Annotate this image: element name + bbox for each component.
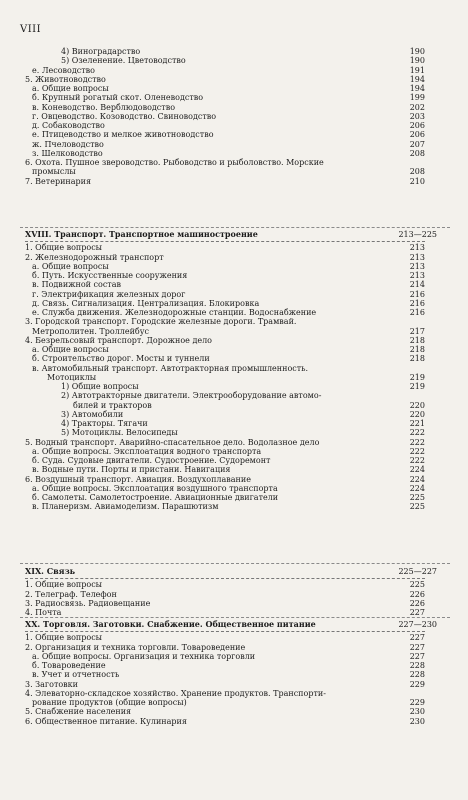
toc-entry (25, 643, 425, 652)
toc-entry-page: 191 (409, 65, 425, 75)
toc-entry (25, 475, 425, 484)
toc-entry-page: 227 (409, 651, 425, 661)
toc-entry (25, 317, 425, 326)
toc-entry-title: 2. Железнодорожный транспорт (25, 252, 164, 262)
toc-entry-title: 3) Автомобили (61, 409, 124, 419)
toc-entry (25, 158, 425, 167)
toc-entry-title: г. Электрификация железных дорог (32, 289, 186, 299)
toc-entry-page: 217 (409, 326, 425, 336)
toc-entry (25, 47, 425, 56)
toc-entry-title: а. Общие вопросы (32, 261, 109, 271)
toc-entry-title: 3. Городской транспорт. Городские железные дороги. Трамвай. (25, 317, 297, 327)
toc-entry-title: е. Птицеводство и мелкое животноводство (32, 130, 214, 140)
toc-entry-page: 227 (409, 633, 425, 643)
toc-entry-title: е. Лесоводство (32, 65, 95, 75)
toc-entry-page: 213 (409, 271, 425, 280)
toc-entry (25, 271, 425, 280)
toc-entry (25, 419, 425, 428)
toc-entry-title: в. Подвижной состав (32, 280, 122, 290)
toc-entry-title: в. Учет и отчетность (32, 670, 120, 680)
toc-entry-title: 3. Радиосвязь. Радиовещание (25, 598, 151, 608)
toc-entry-title: 5. Животноводство (25, 74, 106, 84)
section-heading-pages: 225—227 (398, 567, 437, 576)
toc-entry-page: 228 (409, 661, 425, 670)
toc-entry-page: 218 (409, 354, 425, 364)
toc-entry-title: г. Овцеводство. Козоводство. Свиноводство (32, 111, 217, 121)
toc-entry-page: 190 (409, 56, 425, 66)
section-heading-pages: 227—230 (398, 620, 437, 629)
toc-entry-title: 5. Снабжение населения (25, 707, 132, 717)
toc-entry-title: 1. Общие вопросы (25, 580, 103, 590)
toc-entry (25, 707, 425, 716)
toc-entry (25, 103, 425, 112)
toc-entry-title: в. Автомобильный транспорт. Автотракторная промышленность. (32, 363, 309, 373)
toc-entry-page: 206 (409, 130, 425, 140)
toc-entry-title: 5) Мотоциклы. Велосипеды (61, 428, 178, 438)
toc-entry-title: д. Собаководство (32, 121, 105, 130)
section-heading-title: XX. Торговля. Заготовки. Снабжение. Общественное питание (25, 619, 316, 629)
toc-entry-title: ж. Пчеловодство (32, 139, 104, 149)
toc-entry-page: 190 (409, 47, 425, 56)
toc-entry-title: а. Общие вопросы (32, 84, 109, 93)
toc-entry-title: б. Строительство дорог. Мосты и туннели (32, 354, 210, 364)
toc-entry-page: 220 (409, 400, 425, 410)
toc-entry-page: 214 (409, 280, 425, 290)
toc-entry-title: а. Общие вопросы. Организация и техника торговли (32, 651, 256, 661)
section-heading (25, 619, 437, 629)
toc-entry (25, 243, 425, 252)
toc-entry-title: б. Суда. Судовые двигатели. Судостроение. Судоремонт (32, 456, 271, 465)
section-heading-pages: 213—225 (398, 230, 437, 239)
toc-entry-title: билей и тракторов (73, 400, 152, 410)
toc-entry (25, 680, 425, 689)
toc-entry-page: 216 (409, 298, 425, 308)
toc-entry-title: в. Коневодство. Верблюдоводство (32, 102, 176, 112)
toc-entry-title: 4) Тракторы. Тягачи (61, 419, 148, 428)
toc-entry (25, 428, 425, 437)
toc-entry (25, 599, 425, 608)
toc-entry (25, 391, 425, 400)
toc-entry-title: 2. Организация и техника торговли. Товароведение (25, 642, 246, 652)
toc-entry-page: 230 (409, 707, 425, 717)
toc-entry (25, 608, 425, 617)
toc-entry (25, 590, 425, 599)
toc-block-xix (25, 566, 437, 617)
toc-entry-page: 226 (409, 589, 425, 599)
toc-block-top (25, 47, 425, 186)
toc-entry (25, 308, 425, 317)
toc-entry (25, 484, 425, 493)
toc-entry-title: б. Самолеты. Самолетостроение. Авиационные двигатели (32, 493, 279, 502)
toc-entry (25, 167, 425, 176)
toc-entry (25, 262, 425, 271)
toc-entry (25, 280, 425, 289)
heading-underline (25, 578, 425, 579)
toc-entry-page: 225 (409, 580, 425, 590)
toc-entry-page: 229 (409, 679, 425, 689)
toc-entry (25, 345, 425, 354)
toc-entry (25, 717, 425, 726)
toc-entry (25, 177, 425, 186)
toc-entry-page: 227 (409, 642, 425, 652)
toc-entry-page: 213 (409, 261, 425, 271)
toc-entry-title: 6. Охота. Пушное звероводство. Рыбоводство и рыболовство. Морские (25, 158, 324, 167)
section-divider (20, 617, 450, 618)
toc-entry-title: промыслы (32, 167, 76, 177)
section-heading (25, 566, 437, 576)
toc-entry-page: 222 (409, 456, 425, 465)
toc-entry-title: 4. Элеваторно-складское хозяйство. Хранение продуктов. Транспорти- (25, 688, 326, 698)
toc-entry-page: 210 (409, 176, 425, 186)
toc-entry-page: 220 (409, 409, 425, 419)
toc-entry (25, 75, 425, 84)
toc-entry (25, 149, 425, 158)
section-heading-title: XVIII. Транспорт. Транспортное машиностроение (25, 229, 258, 239)
toc-entry (25, 698, 425, 707)
toc-entry (25, 438, 425, 447)
toc-entry-page: 230 (409, 716, 425, 726)
toc-entry (25, 354, 425, 363)
toc-entry-title: 4) Виноградарство (61, 47, 141, 56)
toc-entry (25, 290, 425, 299)
toc-entry (25, 502, 425, 511)
toc-entry-title: 2) Автотракторные двигатели. Электрооборудование автомо- (61, 391, 322, 401)
toc-entry (25, 633, 425, 642)
toc-entry-title: 5. Водный транспорт. Аварийно-спасательное дело. Водолазное дело (25, 437, 320, 447)
toc-entry-page: 225 (409, 493, 425, 502)
toc-entry-page: 213 (409, 243, 425, 253)
toc-entry (25, 465, 425, 474)
page-number: VIII (20, 24, 42, 35)
toc-entry-title: 4. Почта (25, 608, 62, 617)
heading-underline (25, 241, 425, 242)
toc-entry (25, 661, 425, 670)
toc-block-xx (25, 619, 437, 726)
toc-entry-title: 3. Заготовки (25, 679, 79, 689)
section-divider (20, 227, 450, 228)
toc-entry-page: 208 (409, 148, 425, 158)
toc-entry-page: 221 (409, 419, 425, 428)
toc-entry-page: 225 (409, 502, 425, 512)
toc-entry (25, 364, 425, 373)
toc-entry-page: 194 (409, 74, 425, 84)
toc-entry (25, 336, 425, 345)
toc-entry-page: 219 (409, 382, 425, 391)
toc-entry-title: в. Водные пути. Порты и пристани. Навигация (32, 465, 231, 475)
toc-entry-page: 219 (409, 372, 425, 382)
toc-entry-page: 206 (409, 121, 425, 130)
toc-entry-title: е. Служба движения. Железнодорожные станции. Водоснабжение (32, 308, 317, 317)
toc-entry-title: з. Шелководство (32, 148, 103, 158)
toc-entry (25, 253, 425, 262)
toc-entry (25, 112, 425, 121)
toc-entry-page: 216 (409, 308, 425, 317)
toc-entry-page: 222 (409, 437, 425, 447)
toc-entry-title: 4. Безрельсовый транспорт. Дорожное дело (25, 335, 212, 345)
toc-entry-page: 218 (409, 345, 425, 354)
toc-entry-title: в. Планеризм. Авиамоделизм. Парашютизм (32, 502, 219, 512)
toc-entry-title: 1) Общие вопросы (61, 382, 139, 391)
toc-entry (25, 670, 425, 679)
toc-entry-title: Метрополитен. Троллейбус (32, 326, 149, 336)
toc-entry (25, 140, 425, 149)
toc-entry-title: 6. Общественное питание. Кулинария (25, 716, 187, 726)
toc-entry (25, 401, 425, 410)
toc-entry-page: 213 (409, 252, 425, 262)
toc-entry-page: 202 (409, 102, 425, 112)
toc-entry-page: 207 (409, 139, 425, 149)
toc-entry-title: 1. Общие вопросы (25, 243, 103, 253)
toc-entry-title: 2. Телеграф. Телефон (25, 589, 117, 599)
toc-entry (25, 327, 425, 336)
toc-entry (25, 84, 425, 93)
toc-entry-title: 5) Озеленение. Цветоводство (61, 56, 186, 66)
toc-entry (25, 689, 425, 698)
toc-entry-title: 6. Воздушный транспорт. Авиация. Воздухоплавание (25, 474, 251, 484)
toc-entry (25, 66, 425, 75)
toc-entry (25, 121, 425, 130)
toc-entry-title: б. Путь. Искусственные сооружения (32, 271, 188, 280)
toc-entry (25, 456, 425, 465)
toc-entry-page: 224 (409, 474, 425, 484)
toc-entry-page: 227 (409, 608, 425, 617)
toc-entry-title: б. Товароведение (32, 661, 106, 670)
toc-entry (25, 130, 425, 139)
toc-entry-page: 224 (409, 465, 425, 475)
toc-entry (25, 299, 425, 308)
toc-block-xviii (25, 229, 437, 512)
toc-entry-title: а. Общие вопросы. Эксплоатация водного транспорта (32, 446, 262, 456)
toc-entry-page: 222 (409, 446, 425, 456)
toc-entry-title: б. Крупный рогатый скот. Оленеводство (32, 93, 204, 103)
heading-underline (25, 631, 425, 632)
section-heading-title: XIX. Связь (25, 566, 76, 576)
toc-entry-page: 216 (409, 289, 425, 299)
toc-entry-page: 194 (409, 84, 425, 93)
toc-entry-title: д. Связь. Сигнализация. Централизация. Блокировка (32, 298, 260, 308)
toc-entry-title: 1. Общие вопросы (25, 633, 103, 643)
toc-entry-page: 226 (409, 598, 425, 608)
toc-entry-page: 228 (409, 670, 425, 680)
toc-entry (25, 580, 425, 589)
toc-entry-page: 208 (409, 167, 425, 177)
toc-entry (25, 410, 425, 419)
toc-entry-page: 224 (409, 483, 425, 493)
toc-entry (25, 493, 425, 502)
toc-entry (25, 447, 425, 456)
toc-entry-page: 229 (409, 698, 425, 707)
toc-entry-title: а. Общие вопросы (32, 345, 109, 354)
toc-entry-page: 218 (409, 335, 425, 345)
toc-entry-page: 199 (409, 93, 425, 103)
toc-entry (25, 373, 425, 382)
toc-entry (25, 652, 425, 661)
toc-entry (25, 382, 425, 391)
toc-entry (25, 93, 425, 102)
toc-entry-page: 203 (409, 111, 425, 121)
toc-entry-title: рование продуктов (общие вопросы) (32, 698, 187, 707)
toc-entry-title: 7. Ветеринария (25, 176, 92, 186)
toc-entry-title: а. Общие вопросы. Эксплоатация воздушного транспорта (32, 483, 278, 493)
section-heading (25, 229, 437, 239)
toc-entry-title: Мотоциклы (47, 372, 97, 382)
section-divider (20, 563, 450, 564)
toc-entry (25, 56, 425, 65)
toc-entry-page: 222 (409, 428, 425, 438)
